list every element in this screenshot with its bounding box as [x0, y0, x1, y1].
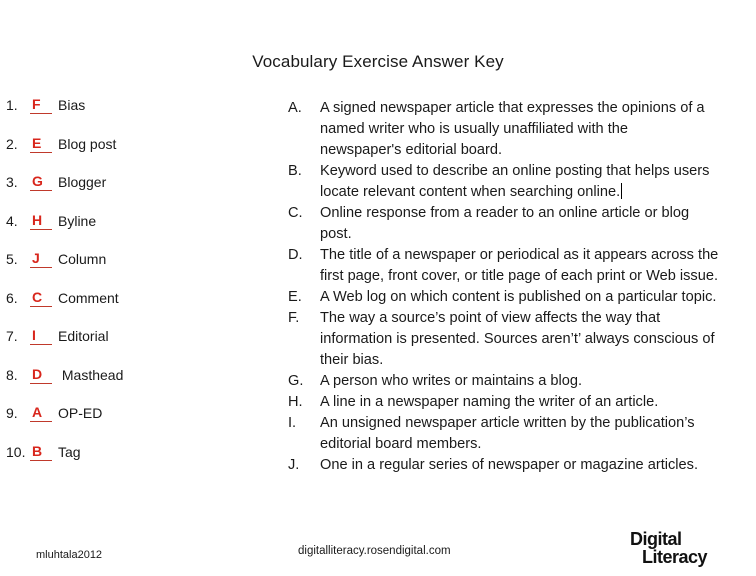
digital-literacy-logo: [630, 530, 742, 566]
terms-list: [6, 96, 123, 481]
definition-text: A line in a newspaper naming the writer of an article.: [320, 394, 659, 410]
definition-letter: H.: [288, 394, 303, 410]
definition-row: [288, 98, 754, 161]
answer-blank: J: [30, 250, 52, 268]
definition-text: A Web log on which content is published on a particular topic.: [320, 289, 717, 305]
definition-row: [288, 203, 754, 245]
term-row: [6, 173, 123, 212]
term-number: 8.: [6, 366, 18, 383]
term-word: Byline: [58, 212, 97, 229]
term-row: [6, 327, 123, 366]
definition-row: [288, 245, 754, 287]
logo-line-2: Literacy: [642, 547, 708, 567]
answer-blank: B: [30, 443, 52, 461]
definition-row: [288, 392, 754, 413]
definition-letter: G.: [288, 373, 304, 389]
term-word: Masthead: [58, 366, 124, 383]
definition-letter: J.: [288, 457, 300, 473]
term-number: 2.: [6, 135, 18, 152]
term-word: Comment: [58, 289, 119, 306]
term-row: [6, 366, 123, 405]
term-word: Column: [58, 251, 107, 267]
definitions-list: [288, 98, 754, 476]
answer-blank: F: [30, 96, 52, 114]
definition-text: The title of a newspaper or periodical as it appears across the first page, front cover, or title page of each print or Web issue.: [320, 247, 719, 284]
answer-blank: A: [30, 404, 52, 422]
definition-text: Keyword used to describe an online posting that helps users locate relevant content when searching online.: [320, 163, 710, 200]
answer-blank: I: [30, 327, 52, 345]
definition-text: Online response from a reader to an online article or blog post.: [320, 205, 690, 242]
definition-letter: I.: [288, 415, 297, 431]
term-number: 3.: [6, 174, 18, 190]
author-credit: mluhtala2012: [36, 549, 103, 561]
term-word: Editorial: [58, 328, 109, 344]
definition-text: One in a regular series of newspaper or magazine articles.: [320, 457, 699, 473]
text-cursor: [621, 183, 622, 199]
term-row: [6, 135, 123, 174]
term-row: [6, 96, 123, 135]
term-row: [6, 250, 123, 289]
definition-letter: E.: [288, 289, 302, 305]
site-url: digitalliteracy.rosendigital.com: [298, 545, 451, 557]
definition-row: [288, 413, 754, 455]
term-number: 5.: [6, 251, 18, 267]
term-row: [6, 212, 123, 251]
term-number: 10.: [6, 443, 26, 460]
definition-row: [288, 308, 754, 371]
definition-letter: F.: [288, 310, 300, 326]
term-number: 1.: [6, 97, 18, 113]
definition-text: An unsigned newspaper article written by the publication’s editorial board members.: [320, 415, 695, 452]
answer-blank: C: [30, 289, 52, 307]
term-number: 9.: [6, 405, 18, 421]
term-word: OP-ED: [58, 405, 103, 421]
term-row: [6, 404, 123, 443]
term-number: 7.: [6, 328, 18, 344]
definition-row: [288, 371, 754, 392]
definition-row: [288, 455, 754, 476]
definition-letter: C.: [288, 205, 303, 221]
term-word: Tag: [58, 443, 81, 460]
answer-blank: H: [30, 212, 52, 230]
answer-blank: E: [30, 135, 52, 153]
term-number: 6.: [6, 289, 18, 306]
logo-line-1: Digital: [630, 529, 682, 549]
page-title: Vocabulary Exercise Answer Key: [252, 52, 504, 71]
definition-letter: A.: [288, 100, 302, 116]
answer-blank: D: [30, 366, 52, 384]
definition-text: A person who writes or maintains a blog.: [320, 373, 583, 389]
definition-letter: B.: [288, 163, 302, 179]
definition-text: The way a source’s point of view affects the way that information is presented. Sources aren’t’ always conscious of their bias.: [320, 310, 715, 368]
term-word: Bias: [58, 97, 86, 113]
term-row: [6, 443, 123, 482]
definition-row: [288, 287, 754, 308]
term-word: Blogger: [58, 174, 107, 190]
definition-letter: D.: [288, 247, 303, 263]
term-number: 4.: [6, 212, 18, 229]
term-word: Blog post: [58, 135, 117, 152]
term-row: [6, 289, 123, 328]
definition-row: [288, 161, 754, 203]
answer-blank: G: [30, 173, 52, 191]
definition-text: A signed newspaper article that expresses the opinions of a named writer who is usually unaffiliated with the newspaper's editorial board.: [320, 100, 705, 158]
